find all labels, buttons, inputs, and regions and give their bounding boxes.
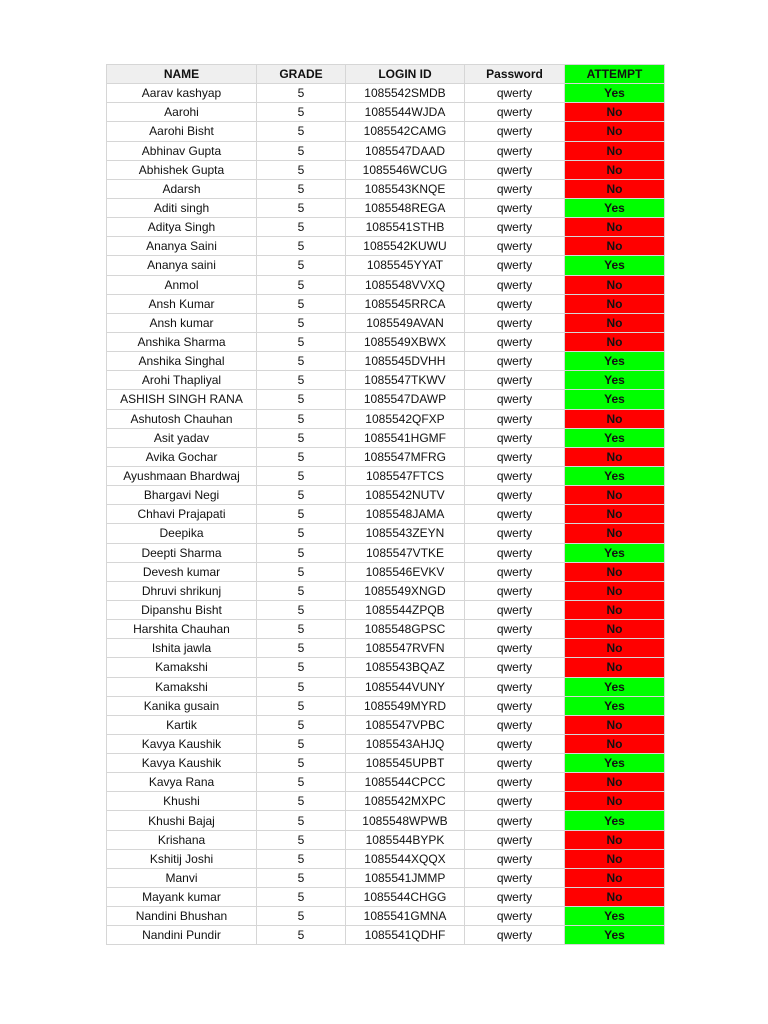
cell-attempt: No <box>565 409 665 428</box>
table-row <box>107 428 665 447</box>
cell-login-id: 1085549MYRD <box>346 696 465 715</box>
cell-name: Ansh kumar <box>107 313 257 332</box>
cell-attempt: No <box>565 773 665 792</box>
cell-attempt: Yes <box>565 926 665 945</box>
cell-grade: 5 <box>257 84 346 103</box>
cell-password: qwerty <box>465 486 565 505</box>
cell-login-id: 1085544BYPK <box>346 830 465 849</box>
cell-attempt: No <box>565 103 665 122</box>
cell-name: Anshika Singhal <box>107 352 257 371</box>
cell-password: qwerty <box>465 256 565 275</box>
cell-grade: 5 <box>257 237 346 256</box>
cell-grade: 5 <box>257 122 346 141</box>
cell-login-id: 1085541STHB <box>346 218 465 237</box>
cell-attempt: No <box>565 658 665 677</box>
cell-attempt: Yes <box>565 352 665 371</box>
cell-grade: 5 <box>257 505 346 524</box>
cell-name: Ashutosh Chauhan <box>107 409 257 428</box>
cell-attempt: No <box>565 620 665 639</box>
table-row <box>107 677 665 696</box>
header-password: Password <box>465 65 565 84</box>
cell-attempt: No <box>565 141 665 160</box>
cell-password: qwerty <box>465 543 565 562</box>
table-row <box>107 658 665 677</box>
cell-login-id: 1085541JMMP <box>346 868 465 887</box>
cell-login-id: 1085544CPCC <box>346 773 465 792</box>
table-row <box>107 830 665 849</box>
cell-grade: 5 <box>257 198 346 217</box>
cell-grade: 5 <box>257 466 346 485</box>
cell-name: Kshitij Joshi <box>107 849 257 868</box>
cell-name: Abhishek Gupta <box>107 160 257 179</box>
cell-password: qwerty <box>465 198 565 217</box>
cell-password: qwerty <box>465 715 565 734</box>
cell-attempt: No <box>565 160 665 179</box>
cell-attempt: Yes <box>565 696 665 715</box>
cell-password: qwerty <box>465 926 565 945</box>
cell-name: Kavya Kaushik <box>107 754 257 773</box>
header-login-id: LOGIN ID <box>346 65 465 84</box>
cell-password: qwerty <box>465 332 565 351</box>
cell-grade: 5 <box>257 715 346 734</box>
cell-login-id: 1085547VPBC <box>346 715 465 734</box>
cell-name: Adarsh <box>107 179 257 198</box>
table-row <box>107 371 665 390</box>
cell-login-id: 1085543AHJQ <box>346 734 465 753</box>
cell-password: qwerty <box>465 830 565 849</box>
cell-name: Kartik <box>107 715 257 734</box>
cell-attempt: No <box>565 830 665 849</box>
cell-grade: 5 <box>257 313 346 332</box>
cell-password: qwerty <box>465 466 565 485</box>
table-row <box>107 639 665 658</box>
cell-name: Abhinav Gupta <box>107 141 257 160</box>
cell-attempt: Yes <box>565 677 665 696</box>
cell-name: Anmol <box>107 275 257 294</box>
cell-login-id: 1085547RVFN <box>346 639 465 658</box>
cell-login-id: 1085541GMNA <box>346 907 465 926</box>
header-grade: GRADE <box>257 65 346 84</box>
cell-attempt: No <box>565 332 665 351</box>
cell-grade: 5 <box>257 524 346 543</box>
cell-attempt: Yes <box>565 84 665 103</box>
cell-grade: 5 <box>257 773 346 792</box>
cell-grade: 5 <box>257 103 346 122</box>
cell-name: Aarav kashyap <box>107 84 257 103</box>
cell-login-id: 1085546EVKV <box>346 562 465 581</box>
cell-attempt: Yes <box>565 543 665 562</box>
cell-password: qwerty <box>465 390 565 409</box>
cell-name: Kanika gusain <box>107 696 257 715</box>
cell-login-id: 1085548GPSC <box>346 620 465 639</box>
cell-name: Ananya Saini <box>107 237 257 256</box>
cell-password: qwerty <box>465 696 565 715</box>
cell-attempt: Yes <box>565 907 665 926</box>
table-row <box>107 103 665 122</box>
cell-password: qwerty <box>465 294 565 313</box>
table-row <box>107 562 665 581</box>
table-row <box>107 620 665 639</box>
header-row <box>107 65 665 84</box>
cell-login-id: 1085548REGA <box>346 198 465 217</box>
cell-password: qwerty <box>465 313 565 332</box>
cell-password: qwerty <box>465 160 565 179</box>
cell-login-id: 1085546WCUG <box>346 160 465 179</box>
cell-name: Deepika <box>107 524 257 543</box>
cell-grade: 5 <box>257 677 346 696</box>
cell-grade: 5 <box>257 600 346 619</box>
cell-grade: 5 <box>257 868 346 887</box>
cell-login-id: 1085544WJDA <box>346 103 465 122</box>
cell-name: Aditya Singh <box>107 218 257 237</box>
table-row <box>107 122 665 141</box>
cell-password: qwerty <box>465 371 565 390</box>
cell-login-id: 1085545RRCA <box>346 294 465 313</box>
cell-attempt: No <box>565 313 665 332</box>
cell-login-id: 1085545DVHH <box>346 352 465 371</box>
cell-name: Deepti Sharma <box>107 543 257 562</box>
cell-attempt: Yes <box>565 428 665 447</box>
cell-grade: 5 <box>257 658 346 677</box>
table-row <box>107 409 665 428</box>
cell-grade: 5 <box>257 888 346 907</box>
cell-attempt: Yes <box>565 811 665 830</box>
table-row <box>107 773 665 792</box>
cell-login-id: 1085542KUWU <box>346 237 465 256</box>
cell-password: qwerty <box>465 428 565 447</box>
header-name: NAME <box>107 65 257 84</box>
cell-password: qwerty <box>465 562 565 581</box>
table-row <box>107 141 665 160</box>
cell-grade: 5 <box>257 907 346 926</box>
cell-name: Ishita jawla <box>107 639 257 658</box>
table-row <box>107 486 665 505</box>
cell-login-id: 1085544VUNY <box>346 677 465 696</box>
cell-grade: 5 <box>257 562 346 581</box>
table-row <box>107 754 665 773</box>
table-row <box>107 888 665 907</box>
cell-login-id: 1085543ZEYN <box>346 524 465 543</box>
cell-grade: 5 <box>257 294 346 313</box>
cell-password: qwerty <box>465 524 565 543</box>
cell-name: Bhargavi Negi <box>107 486 257 505</box>
cell-grade: 5 <box>257 371 346 390</box>
table-row <box>107 868 665 887</box>
table-body <box>107 84 665 945</box>
cell-login-id: 1085542SMDB <box>346 84 465 103</box>
cell-grade: 5 <box>257 734 346 753</box>
table-row <box>107 734 665 753</box>
table-row <box>107 84 665 103</box>
cell-grade: 5 <box>257 447 346 466</box>
cell-name: Krishana <box>107 830 257 849</box>
cell-grade: 5 <box>257 620 346 639</box>
cell-name: Dipanshu Bisht <box>107 600 257 619</box>
cell-password: qwerty <box>465 620 565 639</box>
table-row <box>107 926 665 945</box>
cell-attempt: No <box>565 715 665 734</box>
cell-attempt: No <box>565 486 665 505</box>
cell-password: qwerty <box>465 600 565 619</box>
cell-login-id: 1085543KNQE <box>346 179 465 198</box>
cell-login-id: 1085543BQAZ <box>346 658 465 677</box>
cell-attempt: Yes <box>565 390 665 409</box>
cell-name: Asit yadav <box>107 428 257 447</box>
cell-password: qwerty <box>465 505 565 524</box>
table-row <box>107 218 665 237</box>
cell-attempt: Yes <box>565 371 665 390</box>
cell-attempt: No <box>565 639 665 658</box>
cell-login-id: 1085549XNGD <box>346 581 465 600</box>
cell-login-id: 1085549AVAN <box>346 313 465 332</box>
cell-attempt: No <box>565 524 665 543</box>
cell-grade: 5 <box>257 428 346 447</box>
cell-grade: 5 <box>257 696 346 715</box>
cell-name: Dhruvi shrikunj <box>107 581 257 600</box>
cell-attempt: Yes <box>565 754 665 773</box>
cell-name: Kavya Rana <box>107 773 257 792</box>
table-row <box>107 543 665 562</box>
cell-name: Devesh kumar <box>107 562 257 581</box>
cell-name: Ayushmaan Bhardwaj <box>107 466 257 485</box>
cell-password: qwerty <box>465 811 565 830</box>
cell-login-id: 1085542MXPC <box>346 792 465 811</box>
cell-login-id: 1085544ZPQB <box>346 600 465 619</box>
cell-attempt: No <box>565 447 665 466</box>
cell-name: Anshika Sharma <box>107 332 257 351</box>
cell-name: Khushi <box>107 792 257 811</box>
cell-name: Aditi singh <box>107 198 257 217</box>
cell-grade: 5 <box>257 486 346 505</box>
cell-attempt: No <box>565 294 665 313</box>
cell-login-id: 1085542QFXP <box>346 409 465 428</box>
cell-login-id: 1085549XBWX <box>346 332 465 351</box>
cell-login-id: 1085542CAMG <box>346 122 465 141</box>
cell-password: qwerty <box>465 849 565 868</box>
cell-grade: 5 <box>257 792 346 811</box>
cell-grade: 5 <box>257 275 346 294</box>
cell-login-id: 1085545UPBT <box>346 754 465 773</box>
cell-grade: 5 <box>257 179 346 198</box>
cell-attempt: No <box>565 849 665 868</box>
cell-name: Kamakshi <box>107 658 257 677</box>
cell-login-id: 1085547MFRG <box>346 447 465 466</box>
cell-login-id: 1085541QDHF <box>346 926 465 945</box>
table-row <box>107 466 665 485</box>
cell-login-id: 1085541HGMF <box>346 428 465 447</box>
header-attempt: ATTEMPT <box>565 65 665 84</box>
cell-name: Chhavi Prajapati <box>107 505 257 524</box>
cell-grade: 5 <box>257 639 346 658</box>
cell-password: qwerty <box>465 179 565 198</box>
table-row <box>107 696 665 715</box>
cell-password: qwerty <box>465 581 565 600</box>
cell-grade: 5 <box>257 754 346 773</box>
cell-login-id: 1085547FTCS <box>346 466 465 485</box>
cell-attempt: No <box>565 868 665 887</box>
cell-password: qwerty <box>465 907 565 926</box>
cell-password: qwerty <box>465 868 565 887</box>
cell-attempt: No <box>565 888 665 907</box>
table-row <box>107 600 665 619</box>
cell-login-id: 1085548WPWB <box>346 811 465 830</box>
cell-login-id: 1085547DAAD <box>346 141 465 160</box>
cell-login-id: 1085547VTKE <box>346 543 465 562</box>
cell-grade: 5 <box>257 352 346 371</box>
cell-name: Kavya Kaushik <box>107 734 257 753</box>
cell-attempt: No <box>565 562 665 581</box>
cell-login-id: 1085548JAMA <box>346 505 465 524</box>
cell-attempt: No <box>565 734 665 753</box>
cell-grade: 5 <box>257 141 346 160</box>
table-row <box>107 275 665 294</box>
cell-name: Manvi <box>107 868 257 887</box>
cell-grade: 5 <box>257 543 346 562</box>
table-row <box>107 907 665 926</box>
cell-login-id: 1085544CHGG <box>346 888 465 907</box>
cell-name: Harshita Chauhan <box>107 620 257 639</box>
cell-grade: 5 <box>257 160 346 179</box>
table-row <box>107 849 665 868</box>
cell-grade: 5 <box>257 256 346 275</box>
cell-name: Avika Gochar <box>107 447 257 466</box>
cell-name: Ansh Kumar <box>107 294 257 313</box>
cell-password: qwerty <box>465 275 565 294</box>
table-row <box>107 237 665 256</box>
cell-name: ASHISH SINGH RANA <box>107 390 257 409</box>
table-row <box>107 505 665 524</box>
cell-password: qwerty <box>465 754 565 773</box>
cell-grade: 5 <box>257 926 346 945</box>
cell-attempt: No <box>565 275 665 294</box>
cell-grade: 5 <box>257 581 346 600</box>
table-row <box>107 811 665 830</box>
cell-grade: 5 <box>257 849 346 868</box>
table-row <box>107 160 665 179</box>
table-row <box>107 332 665 351</box>
cell-attempt: No <box>565 218 665 237</box>
cell-login-id: 1085544XQQX <box>346 849 465 868</box>
table-row <box>107 198 665 217</box>
cell-login-id: 1085542NUTV <box>346 486 465 505</box>
cell-name: Nandini Pundir <box>107 926 257 945</box>
cell-name: Nandini Bhushan <box>107 907 257 926</box>
cell-password: qwerty <box>465 237 565 256</box>
table-row <box>107 447 665 466</box>
cell-password: qwerty <box>465 447 565 466</box>
table-row <box>107 313 665 332</box>
cell-password: qwerty <box>465 103 565 122</box>
cell-grade: 5 <box>257 830 346 849</box>
table-row <box>107 390 665 409</box>
table-row <box>107 792 665 811</box>
cell-password: qwerty <box>465 734 565 753</box>
cell-name: Mayank kumar <box>107 888 257 907</box>
cell-password: qwerty <box>465 122 565 141</box>
cell-name: Ananya saini <box>107 256 257 275</box>
table-row <box>107 256 665 275</box>
cell-name: Khushi Bajaj <box>107 811 257 830</box>
student-login-table <box>106 64 665 945</box>
cell-login-id: 1085545YYAT <box>346 256 465 275</box>
cell-attempt: Yes <box>565 466 665 485</box>
table-row <box>107 524 665 543</box>
cell-password: qwerty <box>465 773 565 792</box>
cell-name: Aarohi <box>107 103 257 122</box>
cell-login-id: 1085548VVXQ <box>346 275 465 294</box>
cell-name: Arohi Thapliyal <box>107 371 257 390</box>
cell-login-id: 1085547TKWV <box>346 371 465 390</box>
cell-password: qwerty <box>465 218 565 237</box>
cell-grade: 5 <box>257 409 346 428</box>
table-row <box>107 352 665 371</box>
cell-password: qwerty <box>465 141 565 160</box>
cell-password: qwerty <box>465 677 565 696</box>
cell-attempt: Yes <box>565 256 665 275</box>
cell-attempt: No <box>565 237 665 256</box>
cell-grade: 5 <box>257 811 346 830</box>
cell-grade: 5 <box>257 332 346 351</box>
cell-grade: 5 <box>257 218 346 237</box>
cell-attempt: No <box>565 581 665 600</box>
cell-grade: 5 <box>257 390 346 409</box>
cell-attempt: No <box>565 179 665 198</box>
cell-password: qwerty <box>465 639 565 658</box>
cell-attempt: No <box>565 122 665 141</box>
cell-login-id: 1085547DAWP <box>346 390 465 409</box>
table-row <box>107 715 665 734</box>
table-row <box>107 294 665 313</box>
table-row <box>107 179 665 198</box>
cell-password: qwerty <box>465 352 565 371</box>
cell-password: qwerty <box>465 792 565 811</box>
cell-name: Kamakshi <box>107 677 257 696</box>
cell-attempt: No <box>565 792 665 811</box>
cell-attempt: Yes <box>565 198 665 217</box>
cell-password: qwerty <box>465 658 565 677</box>
table-row <box>107 581 665 600</box>
cell-password: qwerty <box>465 409 565 428</box>
cell-password: qwerty <box>465 84 565 103</box>
cell-password: qwerty <box>465 888 565 907</box>
cell-attempt: No <box>565 600 665 619</box>
cell-name: Aarohi Bisht <box>107 122 257 141</box>
cell-attempt: No <box>565 505 665 524</box>
